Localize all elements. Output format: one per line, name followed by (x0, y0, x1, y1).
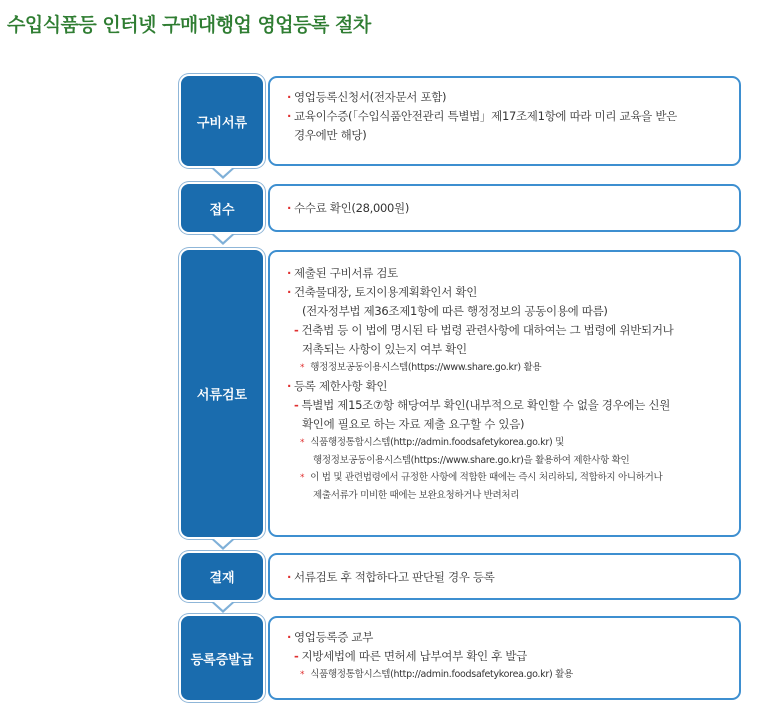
item-text: 행정정보공동이용시스템(https://www.share.go.kr) 활용 (310, 362, 542, 373)
item-text: 지방세법에 따른 면허세 납부여부 확인 후 발급 (301, 649, 527, 663)
item-text: 영업등록신청서(전자문서 포함) (294, 90, 447, 104)
item-text: 건축물대장, 토지이용계획확인서 확인 (294, 285, 478, 299)
note-item (294, 434, 727, 452)
item-text: 경우에만 해당) (294, 128, 367, 142)
detail-item (294, 647, 727, 666)
item-text: 식품행정통합시스템(http://admin.foodsafetykorea.go.kr) 활용 (310, 669, 573, 680)
step-documents (178, 76, 741, 166)
step-certificate (178, 616, 741, 700)
asterisk-marker: * (300, 670, 305, 680)
note-item (294, 469, 727, 487)
detail-item (294, 126, 727, 145)
step-content (268, 184, 741, 232)
detail-item (294, 340, 727, 359)
item-text: 건축법 등 이 법에 명시된 타 법령 관련사항에 대하여는 그 법령에 위반되거나 (301, 323, 674, 337)
asterisk-marker: * (300, 363, 305, 373)
item-text: 식품행정통합시스템(http://admin.foodsafetykorea.go.kr) 및 (310, 437, 564, 448)
step-label: 등록증발급 (181, 616, 263, 700)
detail-item (294, 321, 727, 340)
bullet-item (294, 107, 727, 126)
note-item (294, 359, 727, 377)
item-text: 이 법 및 관련법령에서 규정한 사항에 적합한 때에는 즉시 처리하되, 적합하지 아니하거나 (310, 472, 663, 483)
detail-item (294, 302, 727, 321)
bullet-item (294, 199, 727, 218)
item-text: 확인에 필요로 하는 자료 제출 요구할 수 있음) (302, 417, 525, 431)
down-arrow-icon (211, 168, 235, 179)
bullet-item (294, 377, 727, 396)
item-text: 제출된 구비서류 검토 (294, 266, 398, 280)
step-content (268, 250, 741, 537)
dash-marker: - (294, 649, 299, 663)
item-text: 저촉되는 사항이 있는지 여부 확인 (302, 342, 467, 356)
down-arrow-icon (211, 602, 235, 613)
detail-item (294, 415, 727, 434)
item-text: 등록 제한사항 확인 (294, 379, 388, 393)
item-text: 교육이수증(「수입식품안전관리 특별법」제17조제1항에 따라 미리 교육을 받은 (294, 109, 677, 123)
step-content (268, 553, 741, 600)
item-text: (전자정부법 제36조제1항에 따른 행정정보의 공동이용에 따름) (302, 304, 608, 318)
item-text: 특별법 제15조⑦항 해당여부 확인(내부적으로 확인할 수 없을 경우에는 신원 (301, 398, 671, 412)
note-item (294, 666, 727, 684)
bullet-item (294, 264, 727, 283)
step-content (268, 616, 741, 700)
bullet-item (294, 88, 727, 107)
step-label: 접수 (181, 184, 263, 232)
note-item (294, 487, 727, 504)
page-title: 수입식품등 인터넷 구매대행업 영업등록 절차 (7, 14, 371, 36)
detail-item (294, 396, 727, 415)
dash-marker: - (294, 323, 299, 337)
bullet-item (294, 283, 727, 302)
step-approval (178, 553, 741, 600)
asterisk-marker: * (300, 473, 305, 483)
item-text: 제출서류가 미비한 때에는 보완요청하거나 반려처리 (313, 490, 520, 501)
step-label: 구비서류 (181, 76, 263, 166)
dash-marker: - (294, 398, 299, 412)
item-text: 영업등록증 교부 (294, 630, 374, 644)
step-reception (178, 184, 741, 232)
item-text: 행정정보공동이용시스템(https://www.share.go.kr)을 활용하여 제한사항 확인 (313, 455, 630, 466)
item-text: 수수료 확인(28,000원) (294, 201, 410, 215)
asterisk-marker: * (300, 438, 305, 448)
bullet-item (294, 568, 727, 587)
step-label: 서류검토 (181, 250, 263, 537)
step-label: 결재 (181, 553, 263, 600)
note-item (294, 452, 727, 469)
step-content (268, 76, 741, 166)
item-text: 서류검토 후 적합하다고 판단될 경우 등록 (294, 570, 495, 584)
step-review (178, 250, 741, 537)
down-arrow-icon (211, 539, 235, 550)
down-arrow-icon (211, 234, 235, 245)
bullet-item (294, 628, 727, 647)
